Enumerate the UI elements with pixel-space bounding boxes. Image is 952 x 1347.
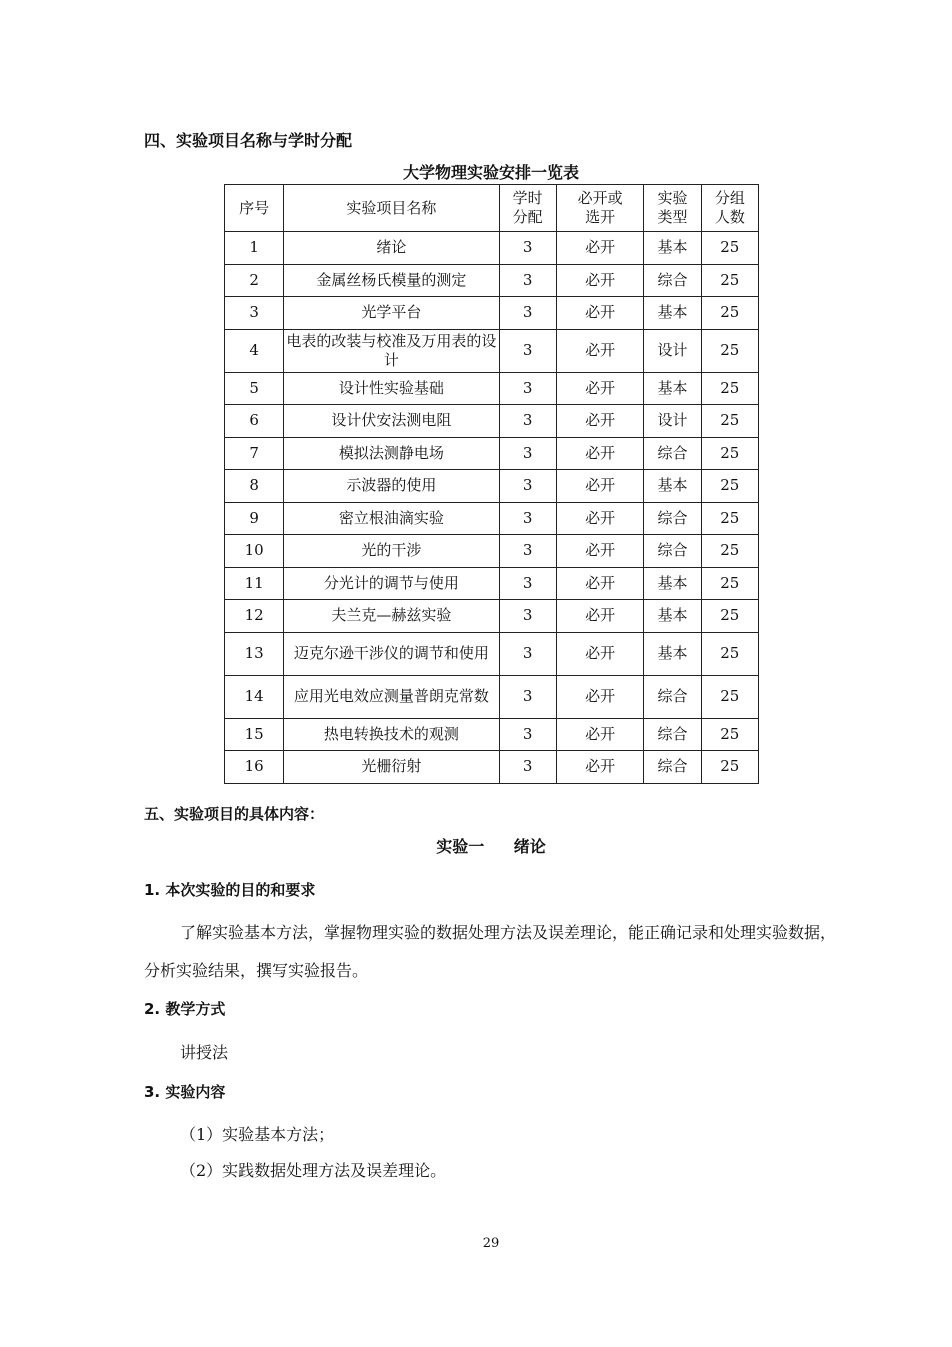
cell-hours: 3	[499, 264, 556, 297]
cell-type: 综合	[644, 264, 701, 297]
cell-required: 必开	[556, 437, 643, 470]
cell-group: 25	[701, 372, 758, 405]
header-name: 实验项目名称	[284, 185, 499, 232]
teaching-method-text: 讲授法	[180, 1043, 229, 1062]
cell-group: 25	[701, 264, 758, 297]
header-type	[644, 185, 701, 232]
cell-name: 应用光电效应测量普朗克常数	[284, 675, 499, 718]
header-type-line1: 实验	[657, 189, 688, 207]
cell-group: 25	[701, 405, 758, 438]
cell-type: 综合	[644, 751, 701, 784]
cell-hours: 3	[499, 751, 556, 784]
cell-hours: 3	[499, 405, 556, 438]
table-row	[225, 372, 759, 405]
cell-group: 25	[701, 297, 758, 330]
cell-hours: 3	[499, 372, 556, 405]
header-group	[701, 185, 758, 232]
cell-required: 必开	[556, 718, 643, 751]
header-group-line1: 分组	[714, 189, 745, 207]
cell-required: 必开	[556, 470, 643, 503]
cell-required: 必开	[556, 535, 643, 568]
cell-required: 必开	[556, 232, 643, 265]
cell-no: 6	[225, 405, 284, 438]
cell-required: 必开	[556, 329, 643, 372]
cell-type: 基本	[644, 632, 701, 675]
cell-group: 25	[701, 232, 758, 265]
cell-hours: 3	[499, 437, 556, 470]
header-required	[556, 185, 643, 232]
cell-group: 25	[701, 751, 758, 784]
cell-name: 模拟法测静电场	[284, 437, 499, 470]
cell-no: 10	[225, 535, 284, 568]
cell-hours: 3	[499, 675, 556, 718]
cell-hours: 3	[499, 329, 556, 372]
cell-hours: 3	[499, 232, 556, 265]
cell-hours: 3	[499, 632, 556, 675]
cell-type: 基本	[644, 470, 701, 503]
cell-required: 必开	[556, 675, 643, 718]
cell-required: 必开	[556, 567, 643, 600]
table-row	[225, 470, 759, 503]
cell-no: 1	[225, 232, 284, 265]
cell-name: 绪论	[284, 232, 499, 265]
cell-type: 设计	[644, 329, 701, 372]
cell-hours: 3	[499, 600, 556, 633]
cell-hours: 3	[499, 535, 556, 568]
cell-type: 设计	[644, 405, 701, 438]
table-row	[225, 718, 759, 751]
experiment-schedule-table	[224, 184, 759, 784]
cell-group: 25	[701, 535, 758, 568]
header-group-line2: 人数	[714, 208, 745, 226]
section-4-heading: 四、实验项目名称与学时分配	[144, 131, 353, 150]
table-row	[225, 632, 759, 675]
cell-group: 25	[701, 437, 758, 470]
cell-type: 综合	[644, 535, 701, 568]
cell-no: 3	[225, 297, 284, 330]
cell-group: 25	[701, 502, 758, 535]
cell-group: 25	[701, 632, 758, 675]
table-row	[225, 297, 759, 330]
cell-required: 必开	[556, 264, 643, 297]
cell-group: 25	[701, 470, 758, 503]
table-row	[225, 675, 759, 718]
cell-type: 基本	[644, 232, 701, 265]
subheading-experiment-content: 3. 实验内容	[144, 1083, 226, 1101]
cell-required: 必开	[556, 632, 643, 675]
cell-type: 综合	[644, 502, 701, 535]
cell-name: 设计伏安法测电阻	[284, 405, 499, 438]
table-row	[225, 264, 759, 297]
cell-required: 必开	[556, 751, 643, 784]
table-row	[225, 405, 759, 438]
cell-group: 25	[701, 567, 758, 600]
cell-group: 25	[701, 329, 758, 372]
cell-no: 13	[225, 632, 284, 675]
table-row	[225, 535, 759, 568]
cell-required: 必开	[556, 600, 643, 633]
cell-no: 11	[225, 567, 284, 600]
cell-no: 5	[225, 372, 284, 405]
cell-no: 2	[225, 264, 284, 297]
cell-name: 光栅衍射	[284, 751, 499, 784]
cell-type: 综合	[644, 437, 701, 470]
cell-name: 迈克尔逊干涉仪的调节和使用	[284, 632, 499, 675]
cell-no: 8	[225, 470, 284, 503]
table-header-row	[225, 185, 759, 232]
subheading-objectives: 1. 本次实验的目的和要求	[144, 881, 316, 899]
cell-name: 设计性实验基础	[284, 372, 499, 405]
cell-name: 分光计的调节与使用	[284, 567, 499, 600]
cell-type: 基本	[644, 600, 701, 633]
table-row	[225, 232, 759, 265]
table-row	[225, 437, 759, 470]
cell-name: 夫兰克—赫兹实验	[284, 600, 499, 633]
objectives-paragraph: 了解实验基本方法，掌握物理实验的数据处理方法及误差理论，能正确记录和处理实验数据，分析实验结果，撰写实验报告。	[144, 923, 837, 980]
header-required-line2: 选开	[585, 208, 616, 226]
cell-group: 25	[701, 600, 758, 633]
table-row	[225, 567, 759, 600]
cell-hours: 3	[499, 470, 556, 503]
cell-no: 9	[225, 502, 284, 535]
header-type-line2: 类型	[657, 208, 688, 226]
cell-hours: 3	[499, 718, 556, 751]
cell-name: 示波器的使用	[284, 470, 499, 503]
table-row	[225, 502, 759, 535]
cell-type: 综合	[644, 718, 701, 751]
table-caption: 大学物理实验安排一览表	[402, 163, 579, 182]
cell-group: 25	[701, 718, 758, 751]
cell-hours: 3	[499, 567, 556, 600]
cell-no: 14	[225, 675, 284, 718]
page-number: 29	[482, 1236, 500, 1251]
cell-type: 综合	[644, 675, 701, 718]
cell-required: 必开	[556, 502, 643, 535]
cell-name: 金属丝杨氏模量的测定	[284, 264, 499, 297]
section-5-heading: 五、实验项目的具体内容：	[144, 805, 325, 823]
cell-name: 密立根油滴实验	[284, 502, 499, 535]
header-hours-line1: 学时	[512, 189, 543, 207]
cell-hours: 3	[499, 297, 556, 330]
cell-type: 基本	[644, 297, 701, 330]
table-row	[225, 329, 759, 372]
cell-no: 7	[225, 437, 284, 470]
cell-name: 电表的改装与校准及万用表的设计	[284, 329, 499, 372]
cell-name: 热电转换技术的观测	[284, 718, 499, 751]
table-row	[225, 600, 759, 633]
content-item: （1）实验基本方法；	[180, 1125, 335, 1144]
experiment-title: 实验一 绪论	[436, 837, 546, 856]
header-hours-line2: 分配	[512, 208, 543, 226]
cell-type: 基本	[644, 567, 701, 600]
cell-no: 12	[225, 600, 284, 633]
header-required-line1: 必开或	[577, 189, 623, 207]
cell-name: 光的干涉	[284, 535, 499, 568]
cell-no: 15	[225, 718, 284, 751]
cell-no: 4	[225, 329, 284, 372]
cell-group: 25	[701, 675, 758, 718]
header-hours	[499, 185, 556, 232]
cell-hours: 3	[499, 502, 556, 535]
cell-required: 必开	[556, 297, 643, 330]
cell-required: 必开	[556, 405, 643, 438]
cell-no: 16	[225, 751, 284, 784]
cell-name: 光学平台	[284, 297, 499, 330]
table-row	[225, 751, 759, 784]
content-item: （2）实践数据处理方法及误差理论。	[180, 1161, 447, 1180]
subheading-teaching-method: 2. 教学方式	[144, 1000, 226, 1018]
cell-type: 基本	[644, 372, 701, 405]
header-no: 序号	[225, 185, 284, 232]
cell-required: 必开	[556, 372, 643, 405]
